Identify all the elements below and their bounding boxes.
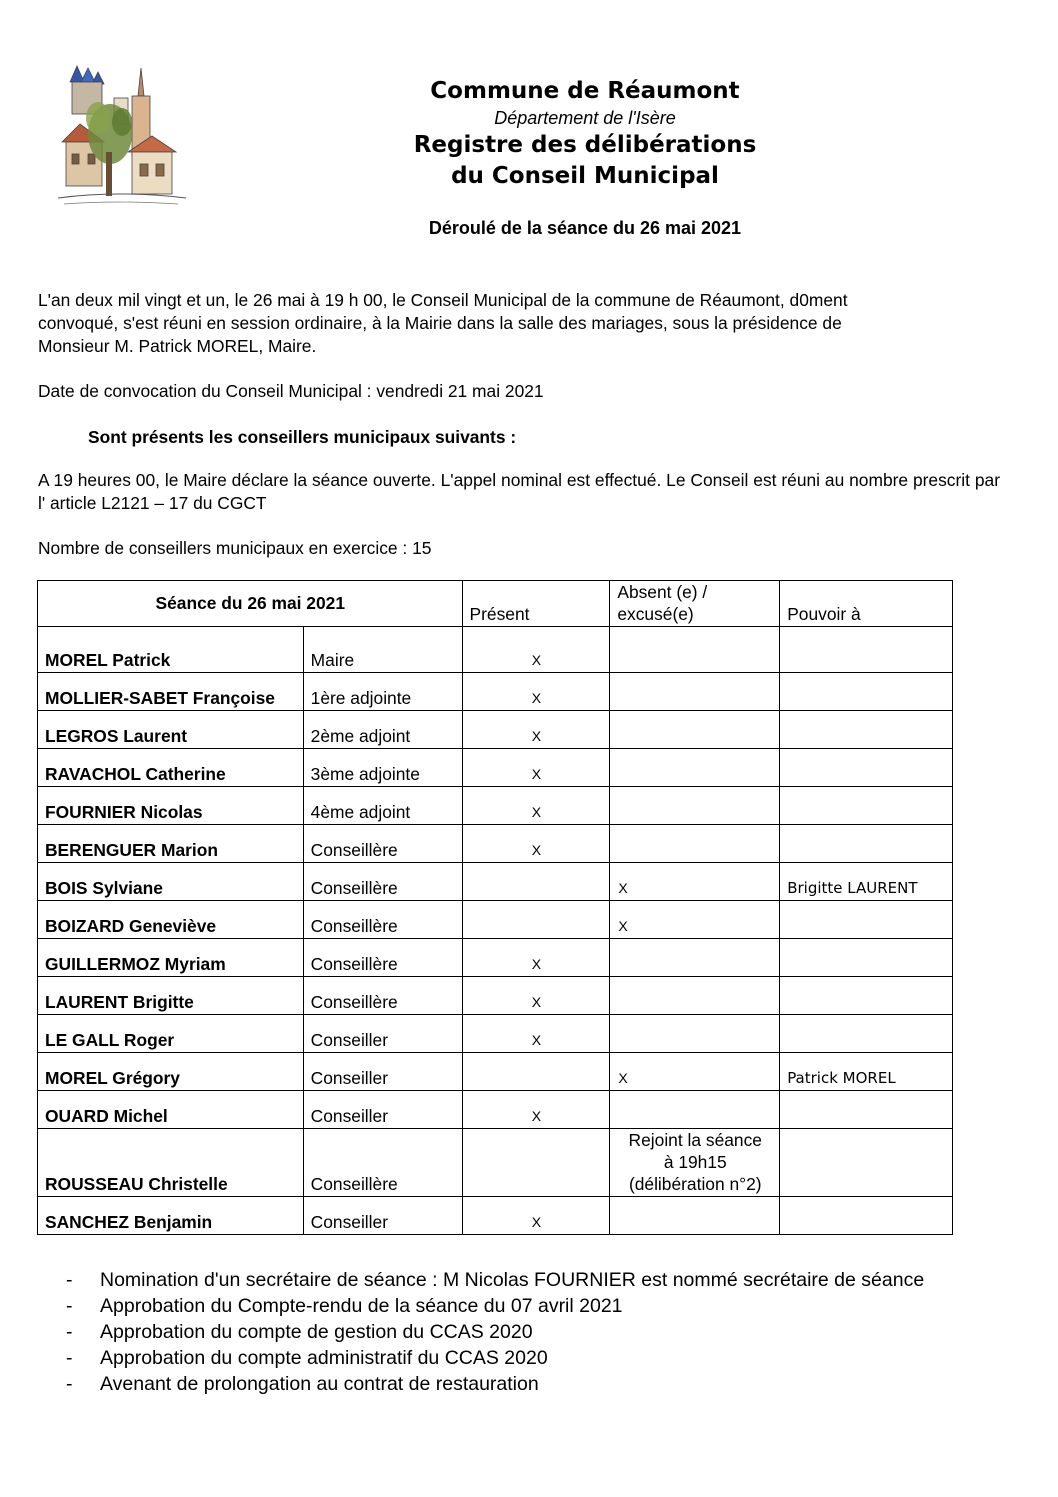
absent-mark (610, 1197, 780, 1235)
table-row (38, 787, 953, 825)
member-role: Conseillère (303, 977, 462, 1015)
pouvoir-name (780, 1015, 953, 1053)
header-pouvoir: Pouvoir à (780, 581, 953, 627)
pouvoir-name: Patrick MOREL (780, 1053, 953, 1091)
absent-mark (610, 825, 780, 863)
pouvoir-name (780, 627, 953, 673)
table-row (38, 901, 953, 939)
member-name: FOURNIER Nicolas (38, 787, 304, 825)
member-name: BERENGUER Marion (38, 825, 304, 863)
pouvoir-name (780, 901, 953, 939)
table-row (38, 673, 953, 711)
absent-note-line: à 19h15 (663, 1152, 727, 1172)
table-row (38, 1015, 953, 1053)
pouvoir-name (780, 711, 953, 749)
intro-line: convoqué, s'est réuni en session ordinaire, à la Mairie dans la salle des mariages, sous la présidence de (38, 313, 842, 333)
member-name: ROUSSEAU Christelle (38, 1129, 304, 1197)
member-name: OUARD Michel (38, 1091, 304, 1129)
member-name: BOIS Sylviane (38, 863, 304, 901)
absent-mark: X (610, 863, 780, 901)
member-name: GUILLERMOZ Myriam (38, 939, 304, 977)
member-role: Maire (303, 627, 462, 673)
pouvoir-name (780, 787, 953, 825)
table-row (38, 749, 953, 787)
member-role: Conseillère (303, 1129, 462, 1197)
intro-line: Monsieur M. Patrick MOREL, Maire. (38, 336, 317, 356)
presents-heading: Sont présents les conseillers municipaux suivants : (88, 427, 517, 447)
present-mark: X (462, 825, 610, 863)
member-role: Conseillère (303, 825, 462, 863)
seance-title: Déroulé de la séance du 26 mai 2021 (428, 218, 742, 238)
absent-mark (610, 673, 780, 711)
agenda-list (62, 1268, 962, 1398)
table-row (38, 977, 953, 1015)
member-name: MOREL Grégory (38, 1053, 304, 1091)
absent-note (610, 1129, 780, 1197)
absent-note-line: Rejoint la séance (628, 1130, 762, 1150)
absent-mark: X (610, 1053, 780, 1091)
absent-mark (610, 787, 780, 825)
absent-mark: X (610, 901, 780, 939)
nombre-conseillers: Nombre de conseillers municipaux en exercice : 15 (38, 538, 432, 558)
absent-mark (610, 749, 780, 787)
table-row (38, 1053, 953, 1091)
pouvoir-name (780, 1091, 953, 1129)
convocation-date: Date de convocation du Conseil Municipal : vendredi 21 mai 2021 (38, 381, 544, 401)
registre-title: Registre des délibérations (413, 132, 757, 158)
table-row (38, 711, 953, 749)
table-row (38, 1197, 953, 1235)
pouvoir-name (780, 749, 953, 787)
table-row (38, 1091, 953, 1129)
conseil-title: du Conseil Municipal (451, 163, 719, 189)
present-mark: X (462, 939, 610, 977)
present-mark (462, 1129, 610, 1197)
present-mark: X (462, 673, 610, 711)
pouvoir-name (780, 939, 953, 977)
present-mark: X (462, 749, 610, 787)
member-role: 2ème adjoint (303, 711, 462, 749)
present-mark: X (462, 711, 610, 749)
member-name: SANCHEZ Benjamin (38, 1197, 304, 1235)
agenda-item: - Approbation du compte administratif du CCAS 2020 (62, 1346, 962, 1370)
pouvoir-name (780, 977, 953, 1015)
table-row (38, 825, 953, 863)
present-mark (462, 901, 610, 939)
departement-subtitle: Département de l'Isère (494, 108, 676, 128)
member-name: MOREL Patrick (38, 627, 304, 673)
intro-line: L'an deux mil vingt et un, le 26 mai à 19 h 00, le Conseil Municipal de la commune de Réaumont, d0ment (38, 290, 848, 310)
table-header-row (38, 581, 953, 627)
intro-paragraph (38, 289, 1000, 358)
table-row (38, 1129, 953, 1197)
member-name: MOLLIER-SABET Françoise (38, 673, 304, 711)
pouvoir-name: Brigitte LAURENT (780, 863, 953, 901)
agenda-item: - Approbation du compte de gestion du CCAS 2020 (62, 1320, 962, 1344)
member-name: BOIZARD Geneviève (38, 901, 304, 939)
commune-title: Commune de Réaumont (430, 78, 740, 104)
appel-paragraph: A 19 heures 00, le Maire déclare la séance ouverte. L'appel nominal est effectué. Le Conseil est réuni au nombre prescrit par l' article L2121 – 17 du CGCT (38, 470, 1000, 513)
member-role: 3ème adjointe (303, 749, 462, 787)
present-mark (462, 863, 610, 901)
present-mark: X (462, 1197, 610, 1235)
member-role: Conseillère (303, 901, 462, 939)
present-mark: X (462, 977, 610, 1015)
member-name: LE GALL Roger (38, 1015, 304, 1053)
absent-mark (610, 939, 780, 977)
pouvoir-name (780, 673, 953, 711)
table-row (38, 939, 953, 977)
agenda-item: - Avenant de prolongation au contrat de restauration (62, 1372, 962, 1396)
member-role: Conseiller (303, 1091, 462, 1129)
member-role: Conseiller (303, 1015, 462, 1053)
table-row (38, 627, 953, 673)
pouvoir-name (780, 1197, 953, 1235)
member-role: Conseillère (303, 939, 462, 977)
absent-mark (610, 711, 780, 749)
absent-note-line: (délibération n°2) (628, 1174, 762, 1194)
member-role: Conseiller (303, 1053, 462, 1091)
absent-mark (610, 1015, 780, 1053)
present-mark (462, 1053, 610, 1091)
member-role: Conseiller (303, 1197, 462, 1235)
header-seance: Séance du 26 mai 2021 (38, 581, 463, 627)
member-role: 4ème adjoint (303, 787, 462, 825)
present-mark: X (462, 787, 610, 825)
absent-mark (610, 1091, 780, 1129)
pouvoir-name (780, 1129, 953, 1197)
header-present: Présent (462, 581, 610, 627)
header-absent (610, 581, 780, 627)
absent-mark (610, 977, 780, 1015)
member-role: Conseillère (303, 863, 462, 901)
present-mark: X (462, 627, 610, 673)
header-absent-line: excusé(e) (617, 604, 694, 624)
absent-mark (610, 627, 780, 673)
attendance-table (37, 580, 953, 1235)
village-logo (48, 62, 193, 212)
pouvoir-name (780, 825, 953, 863)
present-mark: X (462, 1091, 610, 1129)
present-mark: X (462, 1015, 610, 1053)
member-role: 1ère adjointe (303, 673, 462, 711)
agenda-item: - Approbation du Compte-rendu de la séance du 07 avril 2021 (62, 1294, 962, 1318)
table-row (38, 863, 953, 901)
member-name: RAVACHOL Catherine (38, 749, 304, 787)
agenda-item: - Nomination d'un secrétaire de séance : M Nicolas FOURNIER est nommé secrétaire de séance (62, 1268, 962, 1292)
member-name: LEGROS Laurent (38, 711, 304, 749)
header-absent-line: Absent (e) / (617, 582, 708, 602)
member-name: LAURENT Brigitte (38, 977, 304, 1015)
